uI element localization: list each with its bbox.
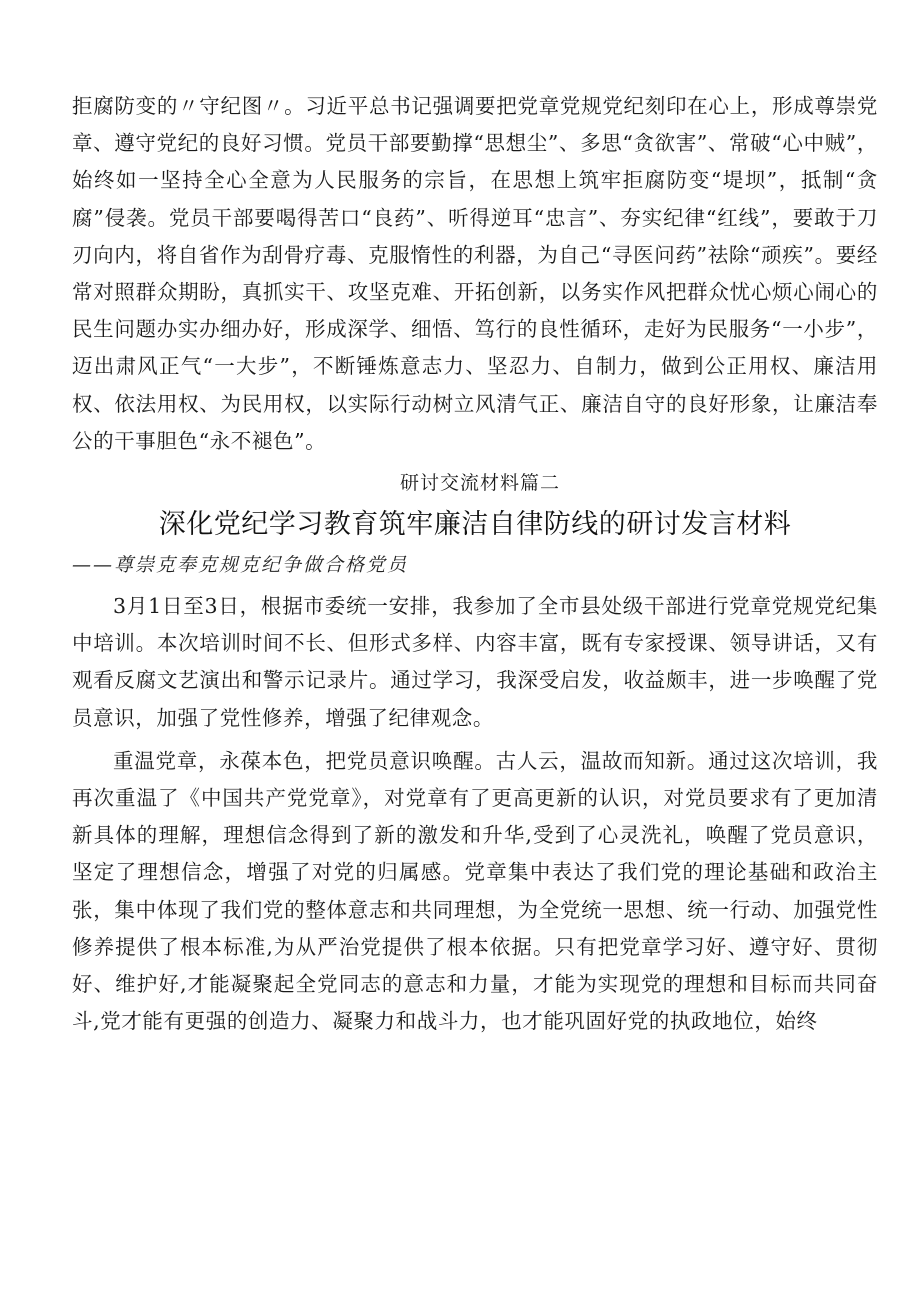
intro-paragraph: 拒腐防变的〃守纪图〃。习近平总书记强调要把党章党规党纪刻印在心上，形成尊崇党章、遵守党纪的良好习惯。党员干部要勤撑“思想尘”、多思“贪欲害”、常破“心中贼”，始终如一坚持全心全意为人民服务的宗旨，在思想上筑牢拒腐防变“堤坝”，抵制“贪腐”侵袭。党员干部要喝得苦口“良药”、听得逆耳“忠言”、夯实纪律“红线”，要敢于刀刃向内，将自省作为刮骨疗毒、克服惰性的利器，为自己“寻医问药”祛除“顽疾”。要经常对照群众期盼，真抓实干、攻坚克难、开拓创新，以务实作风把群众忧心烦心闹心的民生问题办实办细办好，形成深学、细悟、笃行的良性循环，走好为民服务“一小步”，迈出肃风正气“一大步”，不断锤炼意志力、坚忍力、自制力，做到公正用权、廉洁用权、依法用权、为民用权，以实际行动树立风清气正、廉洁自守的良好形象，让廉洁奉公的干事胆色“永不褪色”。 [72,94,878,453]
section-label: 研讨交流材料篇二 [399,472,560,495]
body-paragraph-1: 3月1日至3日，根据市委统一安排，我参加了全市县处级干部进行党章党规党纪集中培训。本次培训时间不长、但形式多样、内容丰富，既有专家授课、领导讲话，又有观看反腐文艺演出和警示记录片。通过学习，我深受启发，收益颇丰，进一步唤醒了党员意识，加强了党性修养，增强了纪律观念。 [72,594,878,730]
document-page [72,88,878,1040]
document-subtitle: ——尊崇克奉克规克纪争做合格党员 [72,554,409,577]
body-paragraph-2: 重温党章，永葆本色，把党员意识唤醒。古人云，温故而知新。通过这次培训，我再次重温了《中国共产党党章》，对党章有了更高更新的认识，对党员要求有了更加清新具体的理解，理想信念得到了新的激发和升华,受到了心灵洗礼，唤醒了党员意识，坚定了理想信念，增强了对党的归属感。党章集中表达了我们党的理论基础和政治主张，集中体现了我们党的整体意志和共同理想，为全党统一思想、统一行动、加强党性修养提供了根本标准,为从严治党提供了根本依据。只有把党章学习好、遵守好、贯彻好、维护好,才能凝聚起全党同志的意志和力量，才能为实现党的理想和目标而共同奋斗,党才能有更强的创造力、凝聚力和战斗力，也才能巩固好党的执政地位，始终 [72,748,878,1034]
document-title: 深化党纪学习教育筑牢廉洁自律防线的研讨发言材料 [158,509,792,541]
